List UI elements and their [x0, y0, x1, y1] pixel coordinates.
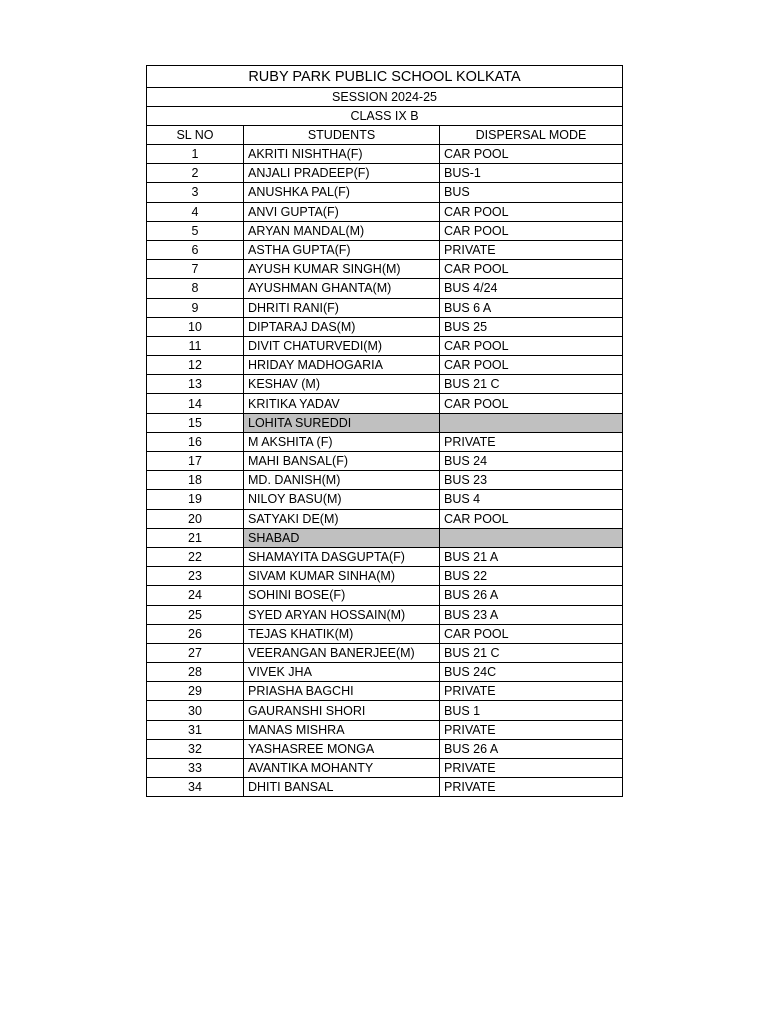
- table-row: [147, 528, 623, 547]
- dispersal-mode-cell: BUS 4/24: [440, 279, 623, 298]
- sl-no-cell: 10: [147, 317, 244, 336]
- table-row: [147, 759, 623, 778]
- table-row: [147, 720, 623, 739]
- dispersal-mode-cell: CAR POOL: [440, 356, 623, 375]
- session-label: SESSION 2024-25: [147, 88, 623, 107]
- student-name-cell: SOHINI BOSE(F): [244, 586, 440, 605]
- sl-no-cell: 8: [147, 279, 244, 298]
- dispersal-mode-cell: PRIVATE: [440, 720, 623, 739]
- sl-no-cell: 19: [147, 490, 244, 509]
- sl-no-cell: 23: [147, 567, 244, 586]
- table-row: [147, 336, 623, 355]
- dispersal-mode-cell: CAR POOL: [440, 221, 623, 240]
- sl-no-cell: 11: [147, 336, 244, 355]
- dispersal-mode-cell: BUS 21 C: [440, 375, 623, 394]
- sl-no-cell: 26: [147, 624, 244, 643]
- student-name-cell: DIPTARAJ DAS(M): [244, 317, 440, 336]
- table-row: [147, 221, 623, 240]
- dispersal-mode-cell: BUS 1: [440, 701, 623, 720]
- student-name-cell: NILOY BASU(M): [244, 490, 440, 509]
- sl-no-cell: 14: [147, 394, 244, 413]
- sl-no-cell: 15: [147, 413, 244, 432]
- sl-no-cell: 4: [147, 202, 244, 221]
- table-row: [147, 471, 623, 490]
- dispersal-mode-cell: PRIVATE: [440, 240, 623, 259]
- dispersal-mode-cell: BUS 23 A: [440, 605, 623, 624]
- sl-no-cell: 17: [147, 452, 244, 471]
- table-row: [147, 643, 623, 662]
- student-name-cell: AKRITI NISHTHA(F): [244, 145, 440, 164]
- dispersal-mode-cell: BUS 25: [440, 317, 623, 336]
- table-row: [147, 375, 623, 394]
- student-name-cell: AVANTIKA MOHANTY: [244, 759, 440, 778]
- table-row: [147, 183, 623, 202]
- dispersal-mode-cell: CAR POOL: [440, 202, 623, 221]
- student-name-cell: LOHITA SUREDDI: [244, 413, 440, 432]
- dispersal-mode-cell: [440, 413, 623, 432]
- student-name-cell: HRIDAY MADHOGARIA: [244, 356, 440, 375]
- dispersal-mode-cell: PRIVATE: [440, 682, 623, 701]
- table-row: [147, 356, 623, 375]
- student-name-cell: MANAS MISHRA: [244, 720, 440, 739]
- table-row: [147, 394, 623, 413]
- table-row: [147, 778, 623, 797]
- student-name-cell: MAHI BANSAL(F): [244, 452, 440, 471]
- sl-no-cell: 34: [147, 778, 244, 797]
- sl-no-cell: 21: [147, 528, 244, 547]
- school-title-row: [147, 66, 623, 88]
- sl-no-cell: 33: [147, 759, 244, 778]
- table-row: [147, 586, 623, 605]
- sl-no-cell: 9: [147, 298, 244, 317]
- sl-no-cell: 20: [147, 509, 244, 528]
- dispersal-mode-cell: BUS 23: [440, 471, 623, 490]
- table-row: [147, 260, 623, 279]
- student-name-cell: SATYAKI DE(M): [244, 509, 440, 528]
- dispersal-mode-cell: BUS 21 C: [440, 643, 623, 662]
- sl-no-cell: 18: [147, 471, 244, 490]
- dispersal-mode-cell: BUS 24C: [440, 663, 623, 682]
- class-row: [147, 107, 623, 126]
- student-name-cell: ANJALI PRADEEP(F): [244, 164, 440, 183]
- student-name-cell: MD. DANISH(M): [244, 471, 440, 490]
- table-row: [147, 624, 623, 643]
- class-label: CLASS IX B: [147, 107, 623, 126]
- header-sl-no: SL NO: [147, 126, 244, 145]
- dispersal-mode-cell: PRIVATE: [440, 778, 623, 797]
- student-name-cell: ARYAN MANDAL(M): [244, 221, 440, 240]
- student-name-cell: AYUSH KUMAR SINGH(M): [244, 260, 440, 279]
- dispersal-mode-cell: CAR POOL: [440, 624, 623, 643]
- table-row: [147, 413, 623, 432]
- table-row: [147, 682, 623, 701]
- dispersal-sheet: [146, 65, 622, 797]
- student-name-cell: DHITI BANSAL: [244, 778, 440, 797]
- student-name-cell: SYED ARYAN HOSSAIN(M): [244, 605, 440, 624]
- sl-no-cell: 16: [147, 432, 244, 451]
- table-row: [147, 298, 623, 317]
- session-row: [147, 88, 623, 107]
- table-row: [147, 452, 623, 471]
- header-dispersal-mode: DISPERSAL MODE: [440, 126, 623, 145]
- sl-no-cell: 31: [147, 720, 244, 739]
- table-row: [147, 663, 623, 682]
- sl-no-cell: 29: [147, 682, 244, 701]
- student-name-cell: ASTHA GUPTA(F): [244, 240, 440, 259]
- sl-no-cell: 6: [147, 240, 244, 259]
- dispersal-mode-cell: PRIVATE: [440, 432, 623, 451]
- dispersal-mode-cell: BUS 26 A: [440, 739, 623, 758]
- dispersal-mode-cell: BUS 24: [440, 452, 623, 471]
- sl-no-cell: 22: [147, 547, 244, 566]
- student-name-cell: DHRITI RANI(F): [244, 298, 440, 317]
- sl-no-cell: 1: [147, 145, 244, 164]
- dispersal-mode-cell: [440, 528, 623, 547]
- student-name-cell: SHAMAYITA DASGUPTA(F): [244, 547, 440, 566]
- sl-no-cell: 2: [147, 164, 244, 183]
- sl-no-cell: 27: [147, 643, 244, 662]
- dispersal-table: [146, 65, 623, 797]
- table-row: [147, 490, 623, 509]
- student-name-cell: PRIASHA BAGCHI: [244, 682, 440, 701]
- table-row: [147, 509, 623, 528]
- sl-no-cell: 7: [147, 260, 244, 279]
- table-row: [147, 240, 623, 259]
- dispersal-mode-cell: BUS: [440, 183, 623, 202]
- dispersal-mode-cell: BUS 4: [440, 490, 623, 509]
- sl-no-cell: 13: [147, 375, 244, 394]
- student-name-cell: DIVIT CHATURVEDI(M): [244, 336, 440, 355]
- table-row: [147, 317, 623, 336]
- header-students: STUDENTS: [244, 126, 440, 145]
- dispersal-mode-cell: CAR POOL: [440, 260, 623, 279]
- dispersal-mode-cell: CAR POOL: [440, 394, 623, 413]
- dispersal-mode-cell: PRIVATE: [440, 759, 623, 778]
- student-name-cell: KESHAV (M): [244, 375, 440, 394]
- sl-no-cell: 28: [147, 663, 244, 682]
- table-row: [147, 164, 623, 183]
- student-name-cell: TEJAS KHATIK(M): [244, 624, 440, 643]
- sl-no-cell: 3: [147, 183, 244, 202]
- dispersal-mode-cell: BUS 6 A: [440, 298, 623, 317]
- sl-no-cell: 24: [147, 586, 244, 605]
- student-name-cell: M AKSHITA (F): [244, 432, 440, 451]
- table-row: [147, 279, 623, 298]
- student-name-cell: AYUSHMAN GHANTA(M): [244, 279, 440, 298]
- dispersal-mode-cell: CAR POOL: [440, 509, 623, 528]
- dispersal-mode-cell: BUS 21 A: [440, 547, 623, 566]
- dispersal-mode-cell: BUS 22: [440, 567, 623, 586]
- column-header-row: [147, 126, 623, 145]
- student-name-cell: KRITIKA YADAV: [244, 394, 440, 413]
- table-row: [147, 547, 623, 566]
- table-row: [147, 701, 623, 720]
- dispersal-mode-cell: BUS 26 A: [440, 586, 623, 605]
- student-name-cell: SIVAM KUMAR SINHA(M): [244, 567, 440, 586]
- sl-no-cell: 5: [147, 221, 244, 240]
- dispersal-mode-cell: BUS-1: [440, 164, 623, 183]
- sl-no-cell: 32: [147, 739, 244, 758]
- sl-no-cell: 12: [147, 356, 244, 375]
- table-row: [147, 739, 623, 758]
- dispersal-mode-cell: CAR POOL: [440, 145, 623, 164]
- student-name-cell: ANVI GUPTA(F): [244, 202, 440, 221]
- table-row: [147, 567, 623, 586]
- sl-no-cell: 30: [147, 701, 244, 720]
- table-row: [147, 202, 623, 221]
- student-name-cell: YASHASREE MONGA: [244, 739, 440, 758]
- student-name-cell: SHABAD: [244, 528, 440, 547]
- table-row: [147, 145, 623, 164]
- table-row: [147, 432, 623, 451]
- dispersal-mode-cell: CAR POOL: [440, 336, 623, 355]
- table-row: [147, 605, 623, 624]
- student-name-cell: VEERANGAN BANERJEE(M): [244, 643, 440, 662]
- student-name-cell: GAURANSHI SHORI: [244, 701, 440, 720]
- student-name-cell: ANUSHKA PAL(F): [244, 183, 440, 202]
- student-name-cell: VIVEK JHA: [244, 663, 440, 682]
- sl-no-cell: 25: [147, 605, 244, 624]
- student-rows: [147, 145, 623, 797]
- school-title: RUBY PARK PUBLIC SCHOOL KOLKATA: [147, 66, 623, 88]
